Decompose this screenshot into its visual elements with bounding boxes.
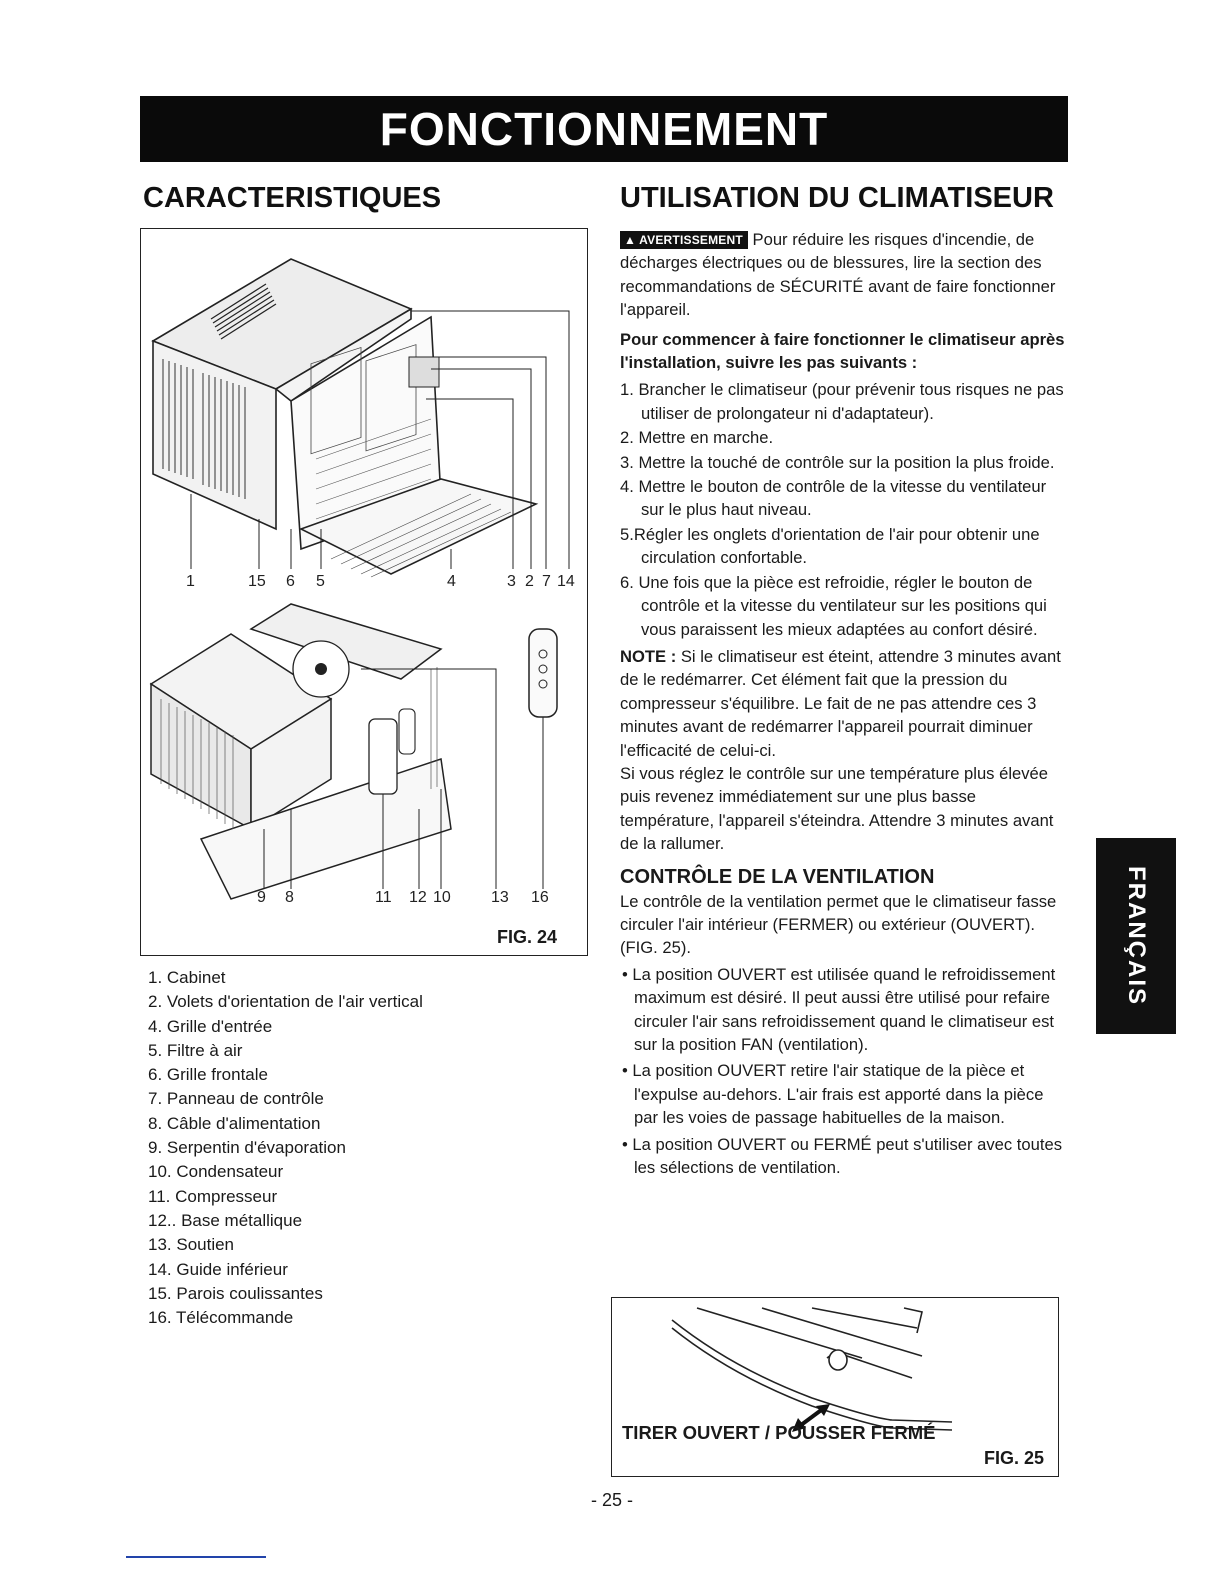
callout-6: 6 bbox=[286, 573, 295, 590]
legend-item: 14. Guide inférieur bbox=[148, 1259, 288, 1279]
steps-list bbox=[620, 378, 1065, 640]
warning-badge: ▲ AVERTISSEMENT bbox=[620, 231, 748, 249]
step-item: 1. Brancher le climatiseur (pour prévenir tous risques ne pas utiliser de prolongateur ni d'adaptateur). bbox=[620, 380, 1064, 423]
callout-9: 9 bbox=[257, 889, 266, 906]
legend-item: 2. Volets d'orientation de l'air vertical bbox=[148, 992, 423, 1012]
figure-24 bbox=[140, 228, 588, 956]
figure-25-caption: FIG. 25 bbox=[983, 1448, 1044, 1468]
callout-3: 3 bbox=[507, 573, 516, 590]
legend-item: 10. Condensateur bbox=[148, 1162, 284, 1182]
step-item: 3. Mettre la touché de contrôle sur la position la plus froide. bbox=[620, 452, 1055, 472]
bullet-item: • La position OUVERT retire l'air statique de la pièce et l'expulse au-dehors. L'air frais est apporté dans la pièce par les voies de passage habituelles de la maison. bbox=[622, 1061, 1044, 1128]
legend-item: 15. Parois coulissantes bbox=[148, 1283, 323, 1303]
warning-paragraph bbox=[620, 228, 1065, 322]
section-heading-caracteristiques: CARACTERISTIQUES bbox=[143, 182, 442, 214]
step-item: 6. Une fois que la pièce est refroidie, régler le bouton de contrôle et la vitesse du ventilateur sur les positions qui vous paraissent les mieux adaptées au confort désiré. bbox=[620, 572, 1047, 639]
figure-25-label: TIRER OUVERT / POUSSER FERMÉ bbox=[622, 1422, 936, 1443]
language-tab bbox=[1096, 838, 1176, 1034]
subheading-ventilation: CONTRÔLE DE LA VENTILATION bbox=[620, 865, 935, 888]
legend-item: 13. Soutien bbox=[148, 1235, 235, 1255]
parts-legend bbox=[148, 966, 548, 1330]
legend-item: 4. Grille d'entrée bbox=[148, 1016, 273, 1036]
section-heading-utilisation: UTILISATION DU CLIMATISEUR bbox=[620, 182, 1054, 214]
callout-7: 7 bbox=[542, 573, 551, 590]
bullet-item: • La position OUVERT ou FERMÉ peut s'utiliser avec toutes les sélections de ventilation. bbox=[622, 1134, 1063, 1178]
callout-14: 14 bbox=[557, 573, 575, 590]
callout-13: 13 bbox=[491, 889, 509, 906]
note-paragraph-2: Si vous réglez le contrôle sur une température plus élevée puis revenez immédiatement sur une plus basse température, l'appareil s'éteindra. Attendre 3 minutes avant de la rallumer. bbox=[620, 763, 1054, 854]
legend-item: 1. Cabinet bbox=[148, 968, 226, 987]
warning-text: Pour réduire les risques d'incendie, de décharges électriques ou de blessures, lire la section des recommandations de SÉCURITÉ avant de faire fonctionner l'appareil. bbox=[620, 230, 1056, 320]
legend-item: 16. Télécommande bbox=[148, 1308, 294, 1328]
bullet-text: La position OUVERT retire l'air statique de la pièce et l'expulse au-dehors. L'air frais est apporté dans la pièce par les voies de passage habituelles de la maison. bbox=[632, 1061, 1044, 1128]
callout-15: 15 bbox=[248, 573, 266, 590]
callout-16: 16 bbox=[531, 889, 549, 906]
intro-bold: Pour commencer à faire fonctionner le climatiseur après l'installation, suivre les pas suivants : bbox=[620, 329, 1065, 373]
legend-item: 6. Grille frontale bbox=[148, 1065, 268, 1085]
callout-5: 5 bbox=[316, 573, 325, 590]
legend-item: 11. Compresseur bbox=[148, 1186, 278, 1206]
figure-25 bbox=[611, 1297, 1059, 1477]
legend-item: 8. Câble d'alimentation bbox=[148, 1113, 321, 1133]
callout-12: 12 bbox=[409, 889, 427, 906]
note-paragraph bbox=[620, 645, 1065, 762]
legend-item: 7. Panneau de contrôle bbox=[148, 1089, 324, 1109]
right-column bbox=[620, 228, 1065, 1179]
legend-item: 5. Filtre à air bbox=[148, 1040, 243, 1060]
callout-11: 11 bbox=[375, 889, 392, 906]
figure-24-caption: FIG. 24 bbox=[497, 927, 558, 947]
legend-item: 9. Serpentin d'évaporation bbox=[148, 1138, 346, 1158]
callout-1: 1 bbox=[186, 573, 195, 590]
bullet-text: La position OUVERT est utilisée quand le refroidissement maximum est désiré. Il peut aussi être utilisé pour refaire circuler l'air sans refroidissement quand le climatiseur est sur la position FAN (ventilation). bbox=[632, 964, 1056, 1054]
ventilation-intro: Le contrôle de la ventilation permet que le climatiseur fasse circuler l'air intérieur (FERMER) ou extérieur (OUVERT). (FIG. 25). bbox=[620, 891, 1057, 958]
page-number: - 25 - bbox=[590, 1490, 633, 1510]
page-banner: FONCTIONNEMENT bbox=[140, 96, 1068, 162]
note-text: Si le climatiseur est éteint, attendre 3 minutes avant de le redémarrer. Cet élément fait que la pression du compresseur s'équilibre. Le fait de ne pas attendre ces 3 minutes avant de redémarrer l'appareil pourrait diminuer l'efficacité de celui-ci. bbox=[620, 646, 1061, 760]
language-tab-label: FRANÇAIS bbox=[1123, 866, 1150, 1006]
bullet-item: • La position OUVERT est utilisée quand le refroidissement maximum est désiré. Il peut aussi être utilisé pour refaire circuler l'air sans refroidissement quand le climatiseur est sur la position FAN (ventilation). bbox=[622, 964, 1056, 1054]
callout-4: 4 bbox=[447, 573, 456, 590]
legend-item: 12.. Base métallique bbox=[148, 1210, 303, 1230]
bottom-rule bbox=[126, 1556, 266, 1558]
step-item: 4. Mettre le bouton de contrôle de la vitesse du ventilateur sur le plus haut niveau. bbox=[620, 477, 1047, 520]
step-item: 2. Mettre en marche. bbox=[620, 428, 774, 448]
callout-10: 10 bbox=[433, 889, 451, 906]
step-item: 5.Régler les onglets d'orientation de l'air pour obtenir une circulation confortable. bbox=[620, 524, 1040, 568]
note-label: NOTE : bbox=[620, 646, 677, 666]
air-conditioner-illustration bbox=[141, 229, 587, 955]
callout-2: 2 bbox=[525, 573, 534, 590]
warning-badge-label: AVERTISSEMENT bbox=[639, 233, 743, 247]
bullet-text: La position OUVERT ou FERMÉ peut s'utiliser avec toutes les sélections de ventilation. bbox=[632, 1134, 1063, 1178]
callout-8: 8 bbox=[285, 889, 294, 906]
